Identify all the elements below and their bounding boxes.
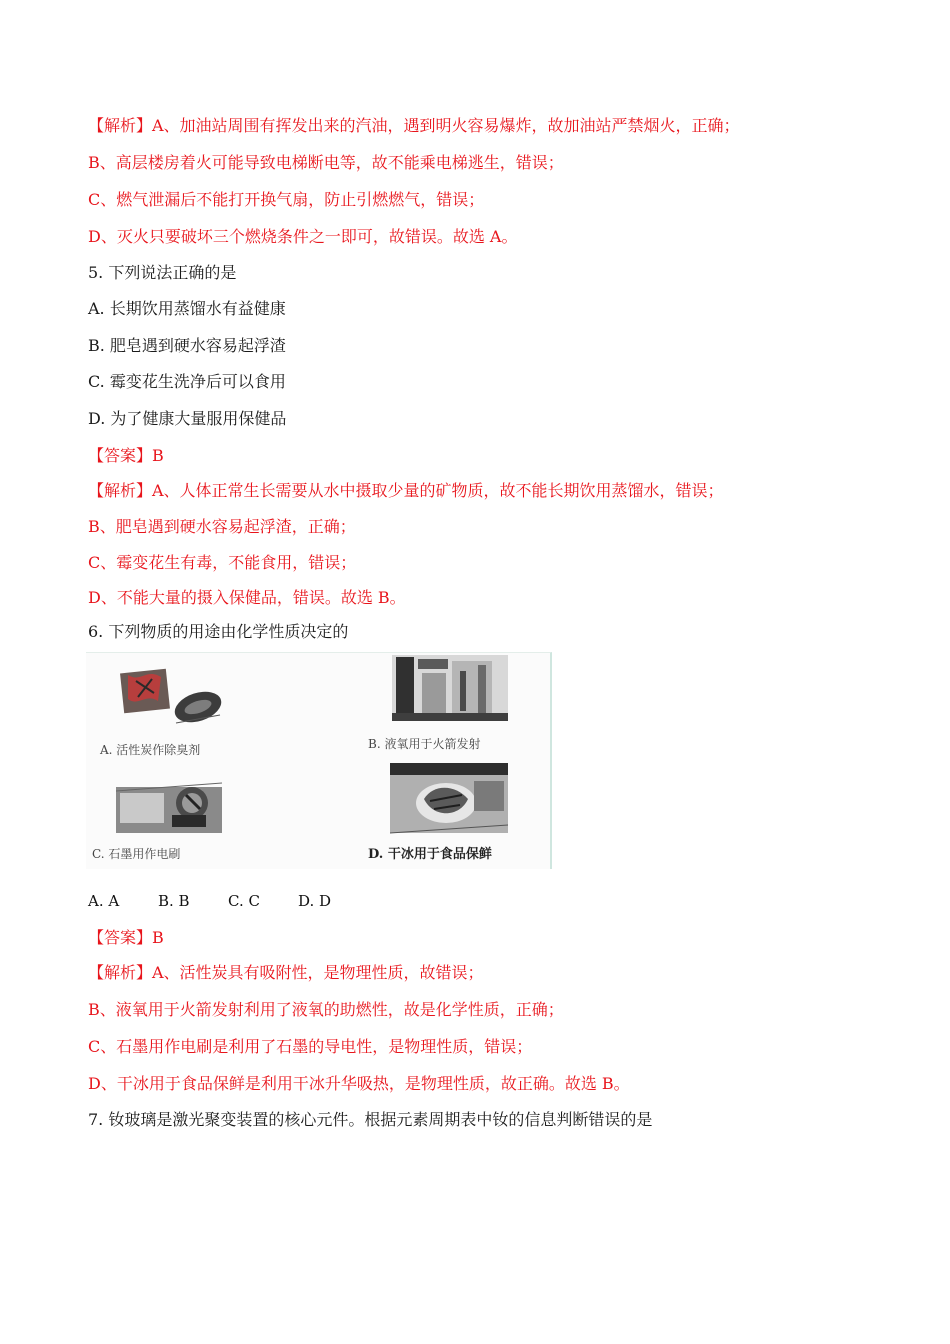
question-7-stem: 7. 钕玻璃是激光聚变装置的核心元件。根据元素周期表中钕的信息判断错误的是 [88,1110,653,1129]
analysis-q4-a: 【解析】A、加油站周围有挥发出来的汽油，遇到明火容易爆炸，故加油站严禁烟火，正确； [88,116,740,135]
question-6-options [88,892,368,910]
question-5-option-d: D. 为了健康大量服用保健品 [88,409,287,428]
figure-caption-d: D. 干冰用于食品保鲜 [368,847,492,862]
analysis-q4-d: D、灭火只要破坏三个燃烧条件之一即可，故错误。故选 A。 [88,227,518,246]
figure-caption-a: A. 活性炭作除臭剂 [100,743,201,757]
analysis-q5-b: B、肥皂遇到硬水容易起浮渣，正确； [88,517,356,536]
analysis-q6-d: D、干冰用于食品保鲜是利用干冰升华吸热，是物理性质，故正确。故选 B。 [88,1074,630,1093]
analysis-q5-a: 【解析】A、人体正常生长需要从水中摄取少量的矿物质，故不能长期饮用蒸馏水，错误； [88,481,724,500]
answer-q6: 【答案】B [88,928,164,947]
dry-ice-food-photo [390,763,508,841]
graphite-brush-photo [116,771,226,841]
question-6-option-d: D. D [298,892,332,910]
analysis-q6-a: 【解析】A、活性炭具有吸附性，是物理性质，故错误； [88,963,484,982]
question-6-stem: 6. 下列物质的用途由化学性质决定的 [88,622,349,641]
figure-caption-b: B. 液氧用于火箭发射 [368,737,481,751]
activated-carbon-photo [116,663,226,737]
figure-caption-c: C. 石墨用作电刷 [92,847,181,861]
analysis-q6-b: B、液氧用于火箭发射利用了液氧的助燃性，故是化学性质，正确； [88,1000,564,1019]
question-6-figure [86,652,552,869]
analysis-q4-b: B、高层楼房着火可能导致电梯断电等，故不能乘电梯逃生，错误； [88,153,564,172]
rocket-launch-photo [392,655,508,729]
question-6-option-c: C. C [228,892,260,910]
question-5-option-b: B. 肥皂遇到硬水容易起浮渣 [88,336,286,355]
analysis-q5-d: D、不能大量的摄入保健品，错误。故选 B。 [88,588,406,607]
question-6-option-a: A. A [88,892,120,910]
question-5-stem: 5. 下列说法正确的是 [88,263,237,282]
answer-q5: 【答案】B [88,446,164,465]
analysis-q6-c: C、石墨用作电刷是利用了石墨的导电性，是物理性质，错误； [88,1037,533,1056]
analysis-q4-c: C、燃气泄漏后不能打开换气扇，防止引燃燃气，错误； [88,190,485,209]
analysis-q5-c: C、霉变花生有毒，不能食用，错误； [88,553,357,572]
question-5-option-c: C. 霉变花生洗净后可以食用 [88,372,286,391]
question-6-option-b: B. B [158,892,190,910]
question-5-option-a: A. 长期饮用蒸馏水有益健康 [88,299,286,318]
